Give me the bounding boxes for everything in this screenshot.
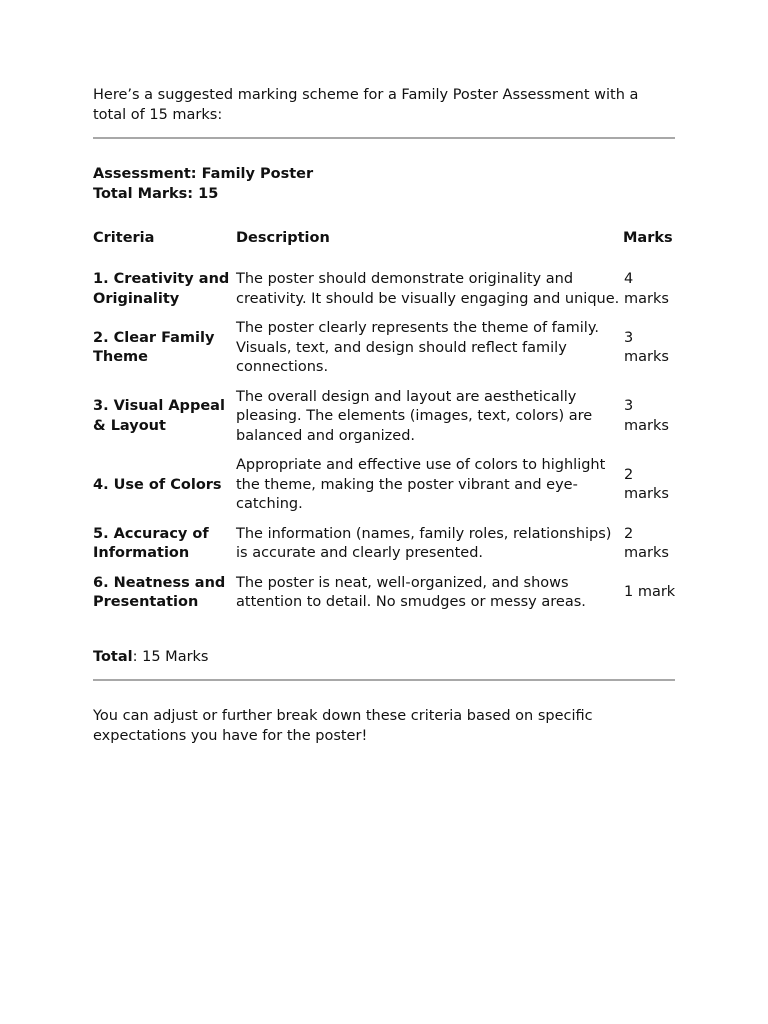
row-marks: 3 marks xyxy=(624,329,669,366)
marking-scheme-table xyxy=(93,213,677,618)
divider-bottom xyxy=(93,679,675,681)
row-criteria: 1. Creativity and Originality xyxy=(93,271,230,307)
table-header-row xyxy=(93,213,677,265)
assessment-total-marks: Total Marks: 15 xyxy=(93,185,219,202)
header-description: Description xyxy=(236,230,330,247)
row-description: Appropriate and effective use of colors to highlight the theme, making the poster vibrant and eye-catching. xyxy=(236,457,606,512)
table-row xyxy=(93,451,677,520)
table-row xyxy=(93,569,677,618)
total-value: : 15 Marks xyxy=(132,648,209,665)
header-criteria: Criteria xyxy=(93,230,155,247)
row-description: The poster clearly represents the theme of family. Visuals, text, and design should reflect family connections. xyxy=(236,320,599,375)
row-description: The overall design and layout are aesthetically pleasing. The elements (images, text, colors) are balanced and organized. xyxy=(236,388,593,444)
header-marks xyxy=(623,213,677,265)
header-marks-label: Marks xyxy=(623,230,673,247)
row-criteria: 2. Clear Family Theme xyxy=(93,329,215,366)
row-criteria: 5. Accuracy of Information xyxy=(93,525,209,561)
row-description: The information (names, family roles, relationships) is accurate and clearly presented. xyxy=(236,525,612,561)
total-label: Total xyxy=(93,648,133,665)
total-line xyxy=(93,648,675,668)
table-row xyxy=(93,520,677,569)
row-marks: 2 marks xyxy=(624,525,669,561)
assessment-heading xyxy=(93,165,675,204)
row-marks: 2 marks xyxy=(624,466,669,503)
table-row xyxy=(93,265,677,314)
table-row xyxy=(93,383,677,452)
table-row xyxy=(93,314,677,383)
row-marks: 4 marks xyxy=(624,271,669,307)
row-description: The poster is neat, well-organized, and shows attention to detail. No smudges or messy areas. xyxy=(236,574,586,610)
assessment-title: Assessment: Family Poster xyxy=(93,166,314,182)
divider-top xyxy=(93,137,675,139)
row-description: The poster should demonstrate originality and creativity. It should be visually engaging and unique. xyxy=(236,271,620,307)
row-marks: 1 mark xyxy=(624,584,676,601)
row-criteria: 4. Use of Colors xyxy=(93,476,222,493)
row-criteria: 6. Neatness and Presentation xyxy=(93,574,226,610)
row-criteria: 3. Visual Appeal & Layout xyxy=(93,398,225,434)
intro-paragraph: Here’s a suggested marking scheme for a Family Poster Assessment with a total of 15 marks: xyxy=(93,87,639,123)
closing-paragraph: You can adjust or further break down these criteria based on specific expectations you have for the poster! xyxy=(93,708,593,744)
row-marks: 3 marks xyxy=(624,398,669,434)
document-page xyxy=(93,86,675,761)
